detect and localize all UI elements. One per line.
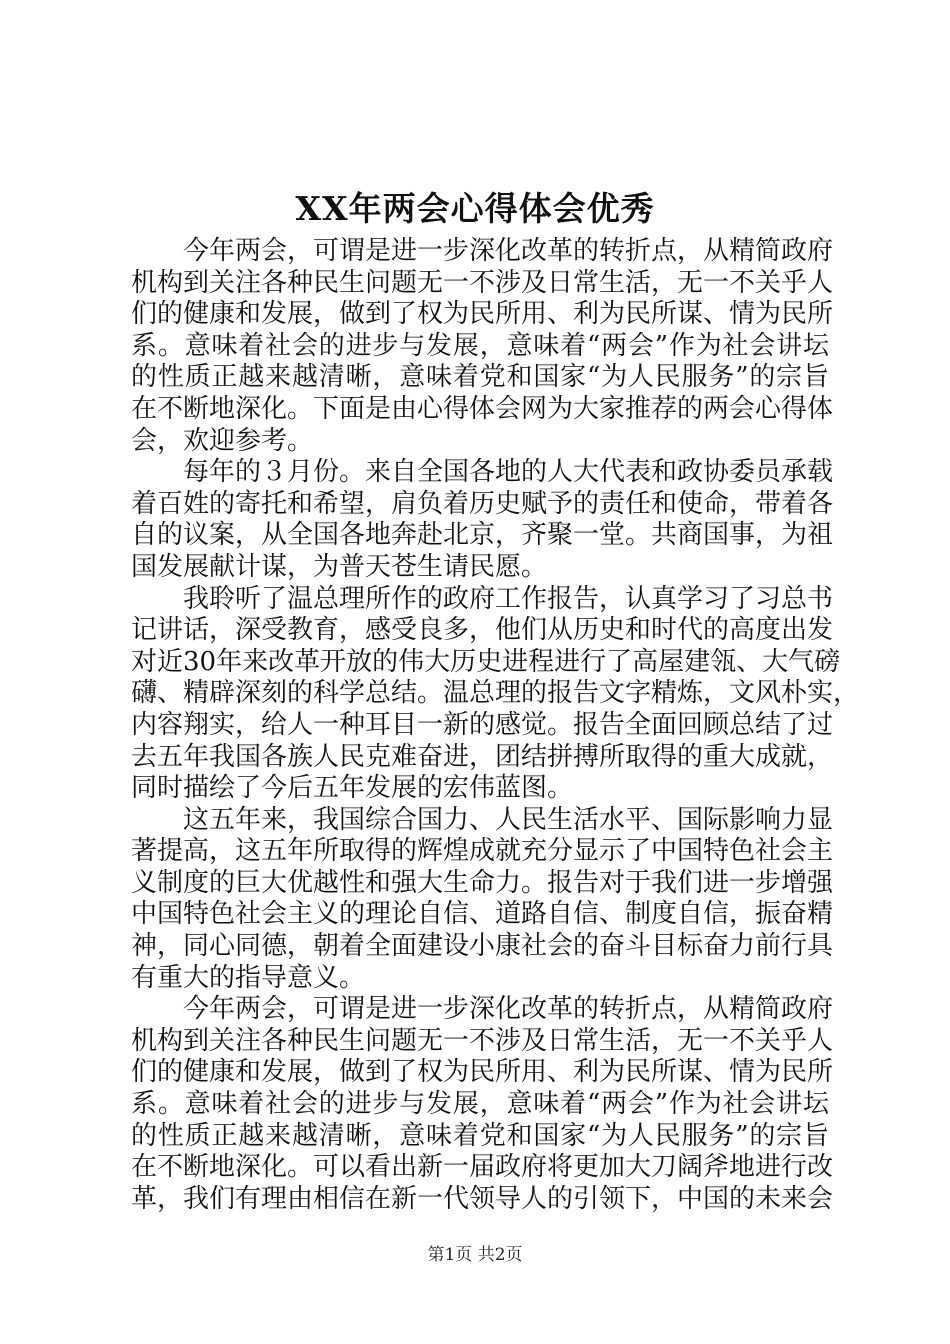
paragraph-line: 们的健康和发展，做到了权为民所用、利为民所谋、情为民所: [131, 299, 834, 330]
paragraph-line: 国发展献计谋，为普天苍生请民愿。: [131, 551, 548, 582]
paragraph-line: 义制度的巨大优越性和强大生命力。报告对于我们进一步增强: [131, 867, 834, 898]
paragraph-line: 礴、精辟深刻的科学总结。温总理的报告文字精炼，文风朴实，: [131, 678, 860, 709]
paragraph-line: 革，我们有理由相信在新一代领导人的引领下，中国的未来会: [131, 1183, 834, 1214]
paragraph: [131, 236, 834, 457]
paragraph: [131, 583, 860, 805]
paragraph-line: 在不断地深化。下面是由心得体会网为大家推荐的两会心得体: [131, 393, 834, 424]
paragraph-line: 的性质正越来越清晰，意味着党和国家“为人民服务”的宗旨: [131, 1120, 829, 1151]
paragraph-line: 在不断地深化。可以看出新一届政府将更加大刀阔斧地进行改: [131, 1152, 834, 1183]
paragraph-line: 系。意味着社会的进步与发展，意味着“两会”作为社会讲坛: [131, 330, 829, 361]
paragraph-line: 着百姓的寄托和希望，肩负着历史赋予的责任和使命，带着各: [131, 488, 834, 519]
paragraph-line: 有重大的指导意义。: [131, 962, 366, 993]
paragraph-line: 我聆听了温总理所作的政府工作报告，认真学习了习总书: [183, 583, 834, 614]
paragraph-line: 去五年我国各族人民克难奋进，团结拼搏所取得的重大成就，: [131, 741, 834, 772]
paragraph-line: 内容翔实，给人一种耳目一新的感觉。报告全面回顾总结了过: [131, 709, 834, 740]
paragraph-line: 中国特色社会主义的理论自信、道路自信、制度自信，振奋精: [131, 899, 834, 930]
paragraph-line: 的性质正越来越清晰，意味着党和国家“为人民服务”的宗旨: [131, 362, 829, 393]
paragraph-line: 们的健康和发展，做到了权为民所用、利为民所谋、情为民所: [131, 1057, 834, 1088]
page-footer: 第1页 共2页: [427, 1245, 523, 1265]
document-title: XX年两会心得体会优秀: [295, 189, 655, 228]
paragraph-line: 神，同心同德，朝着全面建设小康社会的奋斗目标奋力前行具: [131, 931, 834, 962]
paragraph-line: 对近30年来改革开放的伟大历史进程进行了高屋建瓴、大气磅: [131, 646, 841, 677]
paragraph-line: 机构到关注各种民生问题无一不涉及日常生活，无一不关乎人: [131, 1025, 834, 1056]
paragraph-line: 今年两会，可谓是进一步深化改革的转折点，从精简政府: [183, 236, 834, 266]
paragraph-line: 自的议案，从全国各地奔赴北京，齐聚一堂。共商国事，为祖: [131, 520, 834, 551]
paragraph-line: 这五年来，我国综合国力、人民生活水平、国际影响力显: [183, 804, 834, 835]
paragraph-line: 系。意味着社会的进步与发展，意味着“两会”作为社会讲坛: [131, 1089, 829, 1120]
paragraph-line: 每年的３月份。来自全国各地的人大代表和政协委员承载: [183, 457, 834, 488]
paragraph-line: 会，欢迎参考。: [131, 425, 314, 456]
paragraph-line: 同时描绘了今后五年发展的宏伟蓝图。: [131, 773, 574, 804]
paragraph: [131, 457, 834, 583]
paragraph-line: 记讲话，深受教育，感受良多，他们从历史和时代的高度出发: [131, 615, 834, 646]
paragraph-line: 今年两会，可谓是进一步深化改革的转折点，从精简政府: [183, 994, 834, 1025]
paragraph-line: 机构到关注各种民生问题无一不涉及日常生活，无一不关乎人: [131, 267, 834, 298]
paragraph: [131, 804, 834, 995]
paragraph-line: 著提高，这五年所取得的辉煌成就充分显示了中国特色社会主: [131, 836, 834, 867]
paragraph: [131, 994, 834, 1215]
document-body: [131, 236, 860, 1215]
